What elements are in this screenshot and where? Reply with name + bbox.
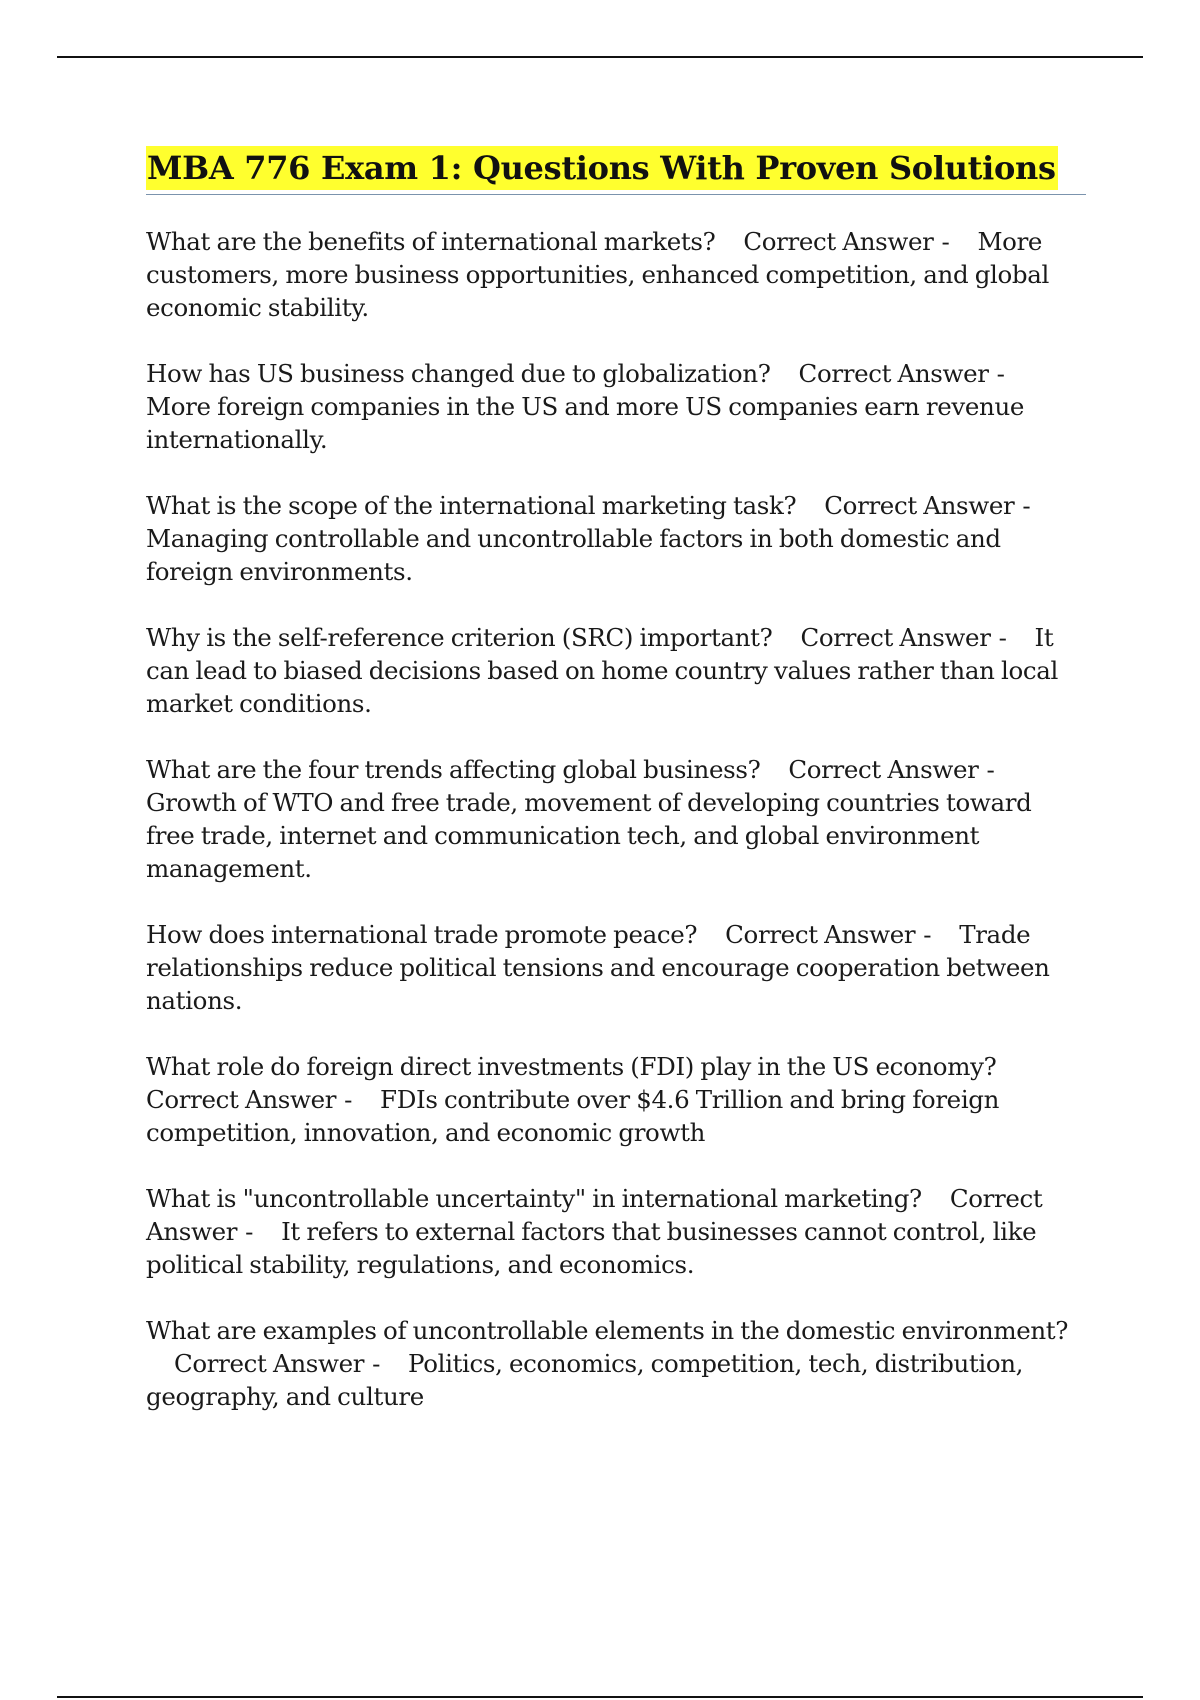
question-text: What is the scope of the international marketing task? bbox=[146, 491, 797, 520]
qa-item-9 bbox=[146, 1314, 1086, 1413]
answer-separator: - bbox=[923, 920, 932, 949]
answer-separator: - bbox=[996, 359, 1005, 388]
question-text: What are the four trends affecting global business? bbox=[146, 755, 761, 784]
qa-item-7 bbox=[146, 1050, 1086, 1149]
answer-label: Correct Answer bbox=[824, 491, 1015, 520]
question-text: What are the benefits of international markets? bbox=[146, 227, 716, 256]
answer-separator: - bbox=[998, 623, 1007, 652]
question-text: What is "uncontrollable uncertainty" in international marketing? bbox=[146, 1184, 922, 1213]
answer-text: More customers, more business opportunities, enhanced competition, and global economic stability. bbox=[146, 227, 1050, 322]
answer-label: Correct Answer bbox=[800, 623, 991, 652]
question-text: How does international trade promote peace? bbox=[146, 920, 698, 949]
answer-label: Correct Answer bbox=[743, 227, 934, 256]
top-rule bbox=[57, 56, 1143, 58]
qa-item-5 bbox=[146, 753, 1086, 885]
title-block bbox=[146, 146, 1086, 195]
bottom-rule bbox=[57, 1696, 1143, 1698]
qa-item-6 bbox=[146, 918, 1086, 1017]
answer-label: Correct Answer bbox=[146, 1085, 337, 1114]
answer-label: Correct Answer bbox=[725, 920, 916, 949]
answer-separator: - bbox=[941, 227, 950, 256]
answer-text: It refers to external factors that businesses cannot control, like political stability, regulations, and economics. bbox=[146, 1217, 1037, 1279]
answer-text: More foreign companies in the US and more US companies earn revenue internationally. bbox=[146, 392, 1025, 454]
answer-text: Politics, economics, competition, tech, distribution, geography, and culture bbox=[146, 1349, 1024, 1411]
question-text: What are examples of uncontrollable elements in the domestic environment? bbox=[146, 1316, 1069, 1345]
qa-item-3 bbox=[146, 489, 1086, 588]
question-text: Why is the self-reference criterion (SRC) important? bbox=[146, 623, 773, 652]
answer-text: Trade relationships reduce political tensions and encourage cooperation between nations. bbox=[146, 920, 1050, 1015]
answer-separator: - bbox=[372, 1349, 381, 1378]
answer-text: FDIs contribute over $4.6 Trillion and bring foreign competition, innovation, and economic growth bbox=[146, 1085, 1000, 1147]
answer-separator: - bbox=[986, 755, 995, 784]
question-text: How has US business changed due to globalization? bbox=[146, 359, 771, 388]
answer-label: Correct Answer bbox=[146, 1184, 1043, 1246]
qa-item-2 bbox=[146, 357, 1086, 456]
answer-text: Managing controllable and uncontrollable factors in both domestic and foreign environments. bbox=[146, 524, 1001, 586]
document-body bbox=[146, 146, 1086, 1446]
question-text: What role do foreign direct investments (FDI) play in the US economy? bbox=[146, 1052, 997, 1081]
answer-separator: - bbox=[344, 1085, 353, 1114]
answer-text: Growth of WTO and free trade, movement of developing countries toward free trade, internet and communication tech, and global environment management. bbox=[146, 788, 1032, 883]
qa-item-4 bbox=[146, 621, 1086, 720]
qa-item-8 bbox=[146, 1182, 1086, 1281]
answer-separator: - bbox=[1022, 491, 1031, 520]
answer-label: Correct Answer bbox=[798, 359, 989, 388]
document-title: MBA 776 Exam 1: Questions With Proven Solutions bbox=[146, 146, 1058, 190]
answer-label: Correct Answer bbox=[174, 1349, 365, 1378]
answer-label: Correct Answer bbox=[788, 755, 979, 784]
answer-text: It can lead to biased decisions based on home country values rather than local market conditions. bbox=[146, 623, 1058, 718]
answer-separator: - bbox=[245, 1217, 254, 1246]
qa-item-1 bbox=[146, 225, 1086, 324]
